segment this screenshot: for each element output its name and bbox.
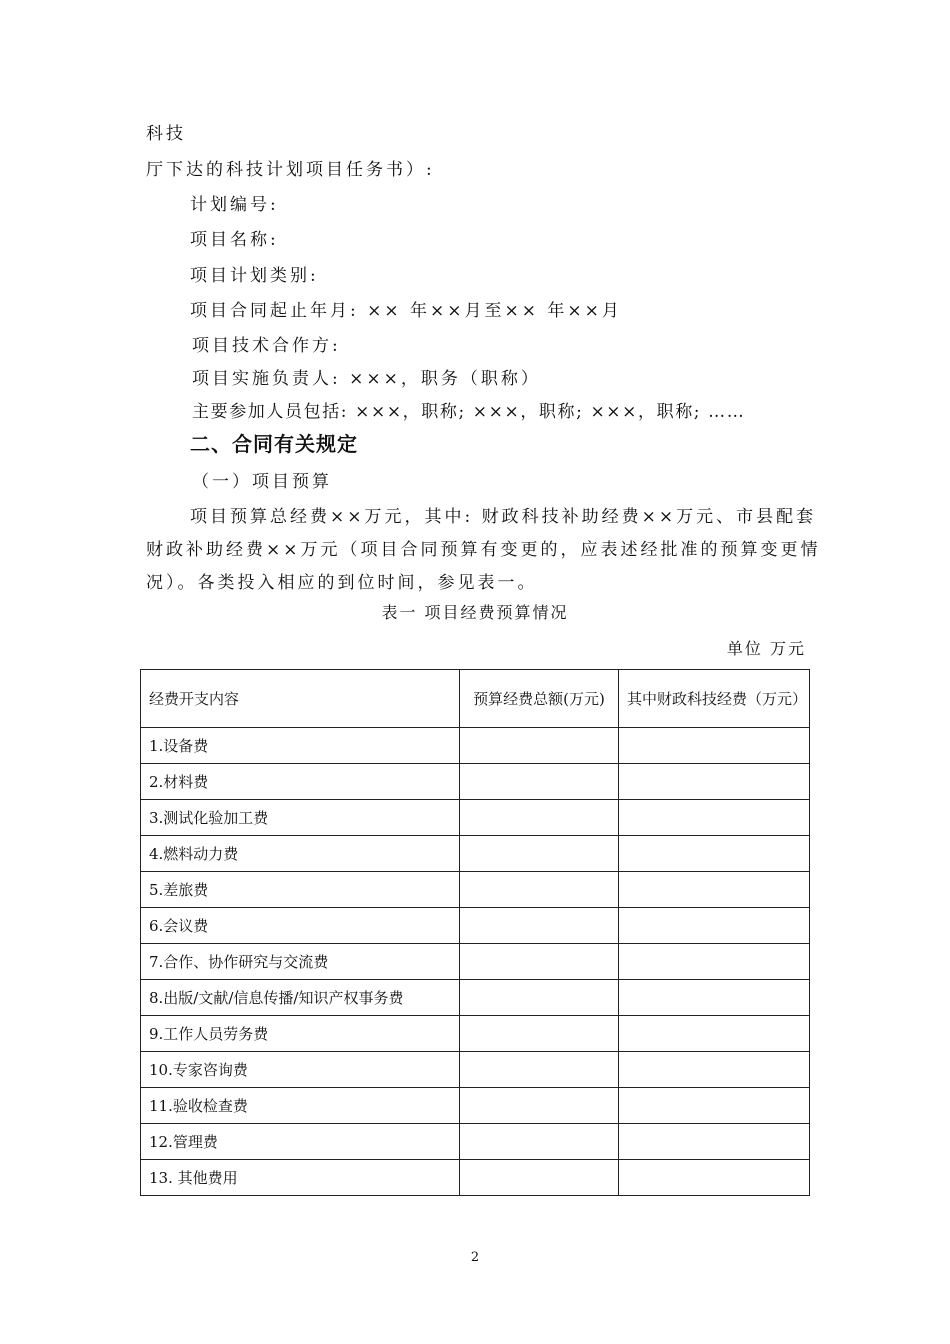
participants-line: 主要参加人员包括: ×××，职称; ×××，职称; ×××，职称; …… bbox=[192, 402, 746, 422]
project-leader-line: 项目实施负责人: ×××，职务（职称） bbox=[192, 369, 541, 389]
section-title: 二、合同有关规定 bbox=[190, 432, 358, 456]
total-budget-cell[interactable] bbox=[460, 1124, 619, 1160]
fiscal-funds-cell[interactable] bbox=[619, 1016, 810, 1052]
table-header-row bbox=[141, 670, 810, 728]
total-budget-cell[interactable] bbox=[460, 1160, 619, 1196]
total-budget-cell[interactable] bbox=[460, 764, 619, 800]
expense-item-label: 6.会议费 bbox=[141, 908, 460, 944]
total-budget-cell[interactable] bbox=[460, 1016, 619, 1052]
expense-item-label: 12.管理费 bbox=[141, 1124, 460, 1160]
table-row bbox=[141, 944, 810, 980]
budget-paragraph-line-3: 况）。各类投入相应的到位时间，参见表一。 bbox=[146, 573, 538, 593]
fiscal-funds-cell[interactable] bbox=[619, 728, 810, 764]
total-budget-cell[interactable] bbox=[460, 944, 619, 980]
budget-paragraph-line-2: 财政补助经费××万元（项目合同预算有变更的，应表述经批准的预算变更情 bbox=[146, 540, 821, 560]
fiscal-funds-cell[interactable] bbox=[619, 908, 810, 944]
expense-item-label: 10.专家咨询费 bbox=[141, 1052, 460, 1088]
table-row bbox=[141, 728, 810, 764]
fiscal-funds-cell[interactable] bbox=[619, 836, 810, 872]
text-line-2: 厅下达的科技计划项目任务书）: bbox=[146, 160, 435, 180]
expense-item-label: 2.材料费 bbox=[141, 764, 460, 800]
total-budget-cell[interactable] bbox=[460, 908, 619, 944]
total-budget-cell[interactable] bbox=[460, 980, 619, 1016]
total-budget-cell[interactable] bbox=[460, 1052, 619, 1088]
budget-subtitle: （一）项目预算 bbox=[192, 472, 332, 492]
expense-item-label: 13. 其他费用 bbox=[141, 1160, 460, 1196]
table-row bbox=[141, 1088, 810, 1124]
budget-table bbox=[140, 669, 810, 1196]
table-row bbox=[141, 980, 810, 1016]
plan-number-line: 计划编号: bbox=[190, 195, 279, 215]
expense-item-label: 11.验收检查费 bbox=[141, 1088, 460, 1124]
header-fiscal-funds: 其中财政科技经费（万元） bbox=[619, 670, 810, 728]
table-row bbox=[141, 764, 810, 800]
tech-partner-line: 项目技术合作方: bbox=[192, 336, 341, 356]
expense-item-label: 3.测试化验加工费 bbox=[141, 800, 460, 836]
expense-item-label: 1.设备费 bbox=[141, 728, 460, 764]
expense-item-label: 7.合作、协作研究与交流费 bbox=[141, 944, 460, 980]
table-caption: 表一 项目经费预算情况 bbox=[381, 603, 569, 622]
table-row bbox=[141, 1124, 810, 1160]
table-row bbox=[141, 800, 810, 836]
total-budget-cell[interactable] bbox=[460, 1088, 619, 1124]
table-row bbox=[141, 1160, 810, 1196]
project-category-line: 项目计划类别: bbox=[190, 266, 319, 286]
table-row bbox=[141, 872, 810, 908]
project-name-line: 项目名称: bbox=[190, 230, 279, 250]
fiscal-funds-cell[interactable] bbox=[619, 1160, 810, 1196]
expense-item-label: 4.燃料动力费 bbox=[141, 836, 460, 872]
fiscal-funds-cell[interactable] bbox=[619, 764, 810, 800]
page-number: 2 bbox=[470, 1250, 480, 1265]
budget-paragraph-line-1: 项目预算总经费××万元，其中: 财政科技补助经费××万元、市县配套 bbox=[190, 507, 817, 527]
fiscal-funds-cell[interactable] bbox=[619, 1124, 810, 1160]
contract-period-line: 项目合同起止年月: ×× 年××月至×× 年××月 bbox=[190, 301, 622, 321]
table-row bbox=[141, 1016, 810, 1052]
table-row bbox=[141, 1052, 810, 1088]
fiscal-funds-cell[interactable] bbox=[619, 800, 810, 836]
text-line-1: 科技 bbox=[146, 124, 186, 144]
fiscal-funds-cell[interactable] bbox=[619, 1088, 810, 1124]
fiscal-funds-cell[interactable] bbox=[619, 1052, 810, 1088]
fiscal-funds-cell[interactable] bbox=[619, 872, 810, 908]
expense-item-label: 9.工作人员劳务费 bbox=[141, 1016, 460, 1052]
table-row bbox=[141, 836, 810, 872]
expense-item-label: 8.出版/文献/信息传播/知识产权事务费 bbox=[141, 980, 460, 1016]
table-row bbox=[141, 908, 810, 944]
header-expense-item: 经费开支内容 bbox=[141, 670, 460, 728]
total-budget-cell[interactable] bbox=[460, 872, 619, 908]
total-budget-cell[interactable] bbox=[460, 728, 619, 764]
table-unit: 单位 万元 bbox=[726, 639, 806, 658]
total-budget-cell[interactable] bbox=[460, 836, 619, 872]
expense-item-label: 5.差旅费 bbox=[141, 872, 460, 908]
fiscal-funds-cell[interactable] bbox=[619, 980, 810, 1016]
total-budget-cell[interactable] bbox=[460, 800, 619, 836]
fiscal-funds-cell[interactable] bbox=[619, 944, 810, 980]
header-total-budget: 预算经费总额(万元) bbox=[460, 670, 619, 728]
